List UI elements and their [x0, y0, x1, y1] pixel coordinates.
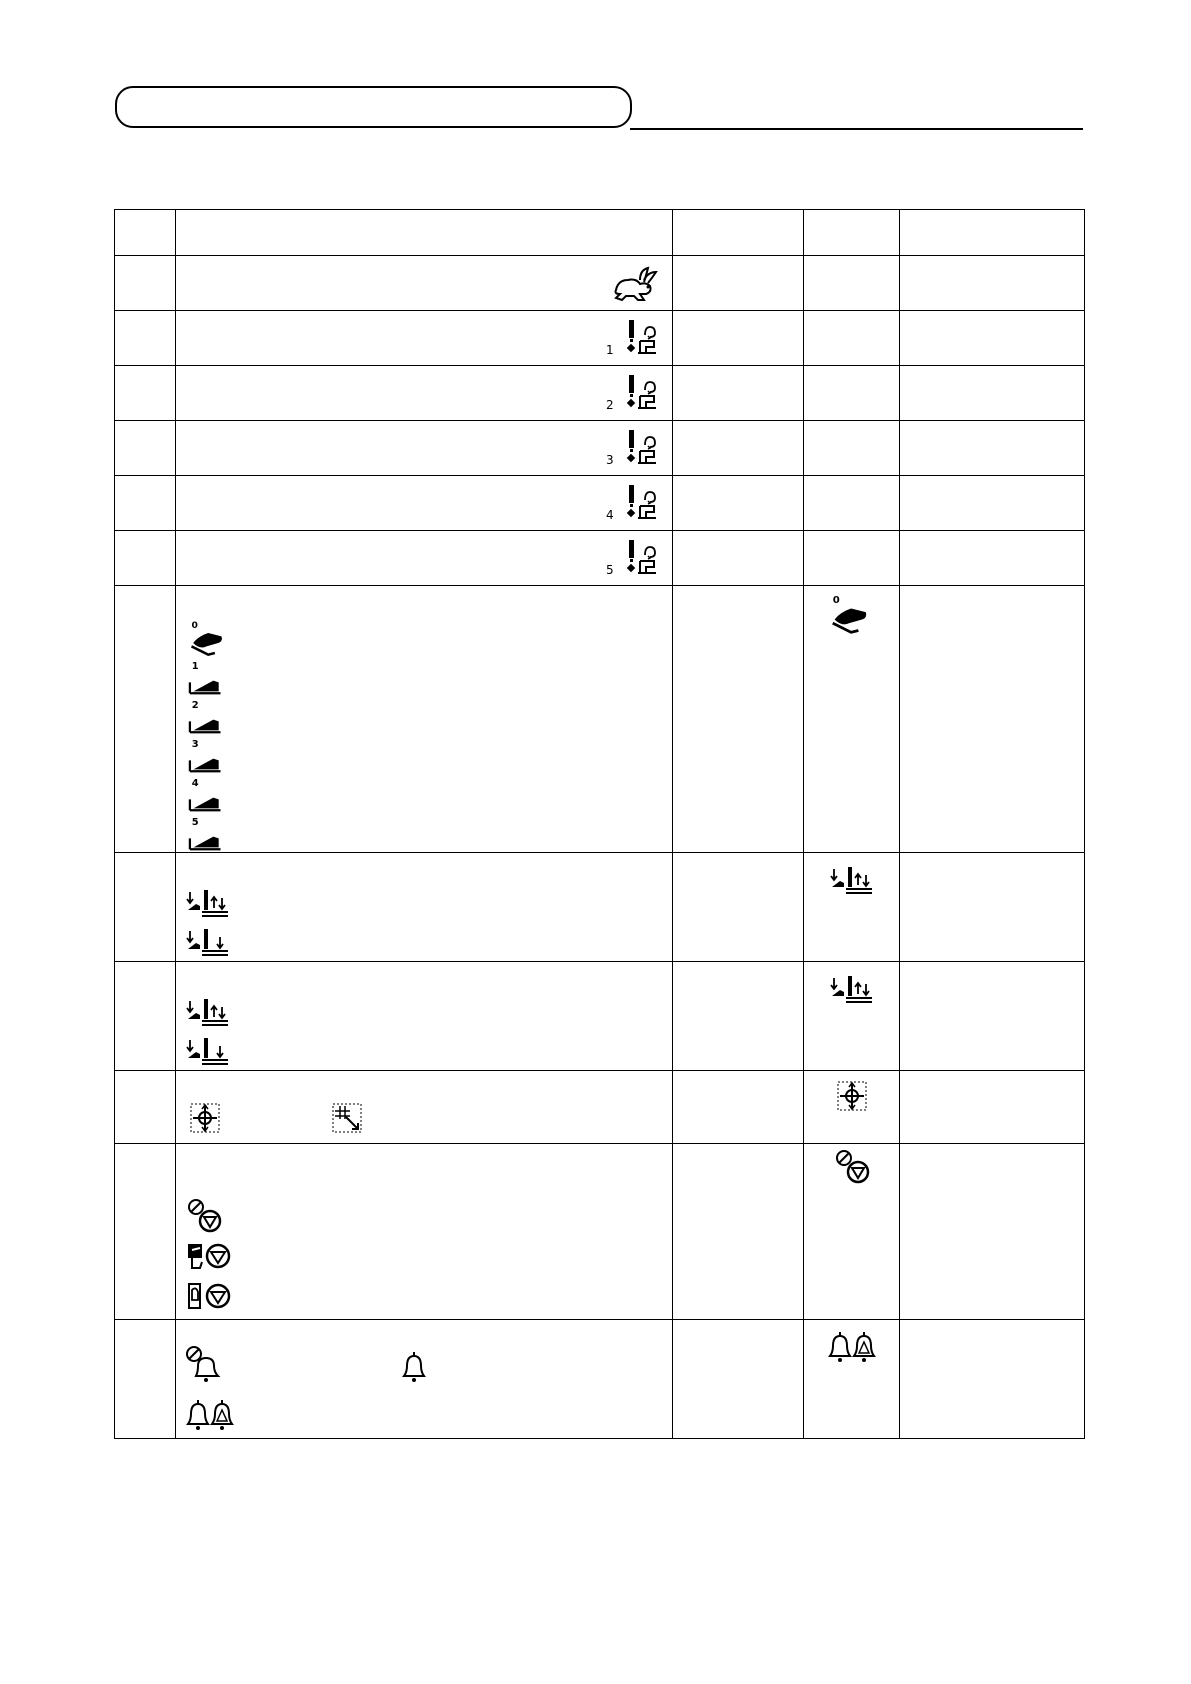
- row-no: [115, 366, 176, 421]
- row-default: [804, 311, 900, 366]
- option-list: [190, 1103, 362, 1133]
- row-no: [115, 1320, 176, 1439]
- row-range: [673, 256, 804, 311]
- option-presser-double[interactable]: [186, 883, 672, 922]
- row-description-cell: [176, 853, 673, 962]
- table-row[interactable]: [115, 1320, 1085, 1439]
- icon-digit: 3: [606, 453, 614, 467]
- row-no: [115, 256, 176, 311]
- table-row[interactable]: [115, 366, 1085, 421]
- row-description-cell: [176, 256, 673, 311]
- row-default: [804, 476, 900, 531]
- option-panel-stop[interactable]: [186, 1236, 672, 1276]
- row-no: [115, 1144, 176, 1320]
- option-bell-alarm[interactable]: [186, 1400, 234, 1435]
- option-pedal-2[interactable]: [186, 696, 672, 735]
- row-description-cell: [176, 311, 673, 366]
- table-row[interactable]: [115, 256, 1085, 311]
- pedal-off-icon: [186, 618, 232, 658]
- row-remarks: [900, 1320, 1085, 1439]
- icon-digit: 1: [606, 343, 614, 357]
- header-range: [673, 210, 804, 256]
- option-bell-off[interactable]: [186, 1346, 226, 1389]
- header-default: [804, 210, 900, 256]
- row-remarks: [900, 421, 1085, 476]
- icon-digit: 2: [606, 398, 614, 412]
- bell-alarm-icon: [828, 1332, 876, 1364]
- row-remarks: [900, 962, 1085, 1071]
- needle-machine-icon: [604, 374, 660, 412]
- table-row[interactable]: [115, 476, 1085, 531]
- option-pedal-4[interactable]: [186, 774, 672, 813]
- row-remarks: [900, 1144, 1085, 1320]
- row-range: [673, 962, 804, 1071]
- option-presser-single[interactable]: [186, 1031, 672, 1070]
- svg-text:5: 5: [191, 816, 199, 828]
- table-row[interactable]: [115, 1144, 1085, 1320]
- pedal-step-icon: [186, 698, 228, 734]
- row-default-cell: [804, 1144, 900, 1320]
- parameter-table: [114, 209, 1085, 1439]
- rabbit-icon: [610, 266, 660, 304]
- grid-pointer-icon[interactable]: [332, 1103, 362, 1133]
- row-range: [673, 1320, 804, 1439]
- row-remarks: [900, 531, 1085, 586]
- option-no-stop[interactable]: [186, 1196, 672, 1236]
- table-row[interactable]: [115, 531, 1085, 586]
- table-row[interactable]: [115, 962, 1085, 1071]
- row-no: [115, 476, 176, 531]
- presser-up-down-double-icon: [830, 865, 874, 895]
- row-range: [673, 1144, 804, 1320]
- row-default-cell: [804, 1320, 900, 1439]
- row-description-cell: [176, 1144, 673, 1320]
- row-default: [804, 366, 900, 421]
- row-description-cell: [176, 962, 673, 1071]
- title-underline: [630, 128, 1083, 130]
- option-list: [176, 1144, 672, 1316]
- origin-cross-icon: [837, 1081, 867, 1111]
- row-description-cell: [176, 476, 673, 531]
- presser-up-down-double-icon: [186, 997, 230, 1027]
- panel-stop-icon: [186, 1240, 232, 1272]
- option-list: [176, 853, 672, 961]
- hand-stop-icon: [186, 1280, 232, 1312]
- table-row[interactable]: [115, 311, 1085, 366]
- no-stop-icon: [186, 1199, 222, 1233]
- row-description-cell: [176, 586, 673, 853]
- row-range: [673, 586, 804, 853]
- svg-text:1: 1: [191, 660, 199, 672]
- icon-digit: 5: [606, 563, 614, 577]
- option-presser-single[interactable]: [186, 922, 672, 961]
- needle-machine-icon: [604, 484, 660, 522]
- table-header-row: [115, 210, 1085, 256]
- option-pedal-5[interactable]: [186, 813, 672, 852]
- svg-text:2: 2: [191, 699, 199, 711]
- row-range: [673, 476, 804, 531]
- row-remarks: [900, 366, 1085, 421]
- option-list: [176, 586, 672, 852]
- row-default-cell: [804, 853, 900, 962]
- row-no: [115, 421, 176, 476]
- row-description-cell: [176, 1320, 673, 1439]
- option-pedal-0[interactable]: [186, 618, 672, 657]
- svg-text:0: 0: [832, 595, 840, 606]
- row-default: [804, 256, 900, 311]
- row-remarks: [900, 476, 1085, 531]
- table-row[interactable]: [115, 853, 1085, 962]
- no-stop-icon: [834, 1150, 870, 1184]
- row-no: [115, 531, 176, 586]
- option-presser-double[interactable]: [186, 992, 672, 1031]
- row-remarks: [900, 311, 1085, 366]
- svg-text:4: 4: [191, 777, 199, 789]
- pedal-step-icon: [186, 815, 228, 851]
- row-no: [115, 1071, 176, 1144]
- presser-up-down-double-icon: [830, 974, 874, 1004]
- presser-up-down-double-icon: [186, 888, 230, 918]
- row-remarks: [900, 853, 1085, 962]
- needle-machine-icon: [604, 539, 660, 577]
- bell-icon: [400, 1352, 428, 1384]
- presser-down-single-icon: [186, 927, 230, 957]
- presser-down-single-icon: [186, 1036, 230, 1066]
- pedal-step-icon: [186, 737, 228, 773]
- row-description-cell: [176, 1071, 673, 1144]
- table-row[interactable]: [115, 1071, 1085, 1144]
- row-default-cell: [804, 586, 900, 853]
- needle-machine-icon: [604, 319, 660, 357]
- row-range: [673, 1071, 804, 1144]
- bell-off-icon: [186, 1346, 226, 1386]
- table-row[interactable]: [115, 586, 1085, 853]
- pedal-step-icon: [186, 776, 228, 812]
- table-row[interactable]: [115, 421, 1085, 476]
- row-default-cell: [804, 1071, 900, 1144]
- row-default: [804, 421, 900, 476]
- row-range: [673, 311, 804, 366]
- row-description-cell: [176, 531, 673, 586]
- pedal-step-icon: [186, 659, 228, 695]
- row-default-cell: [804, 962, 900, 1071]
- row-remarks: [900, 256, 1085, 311]
- needle-machine-icon: [604, 429, 660, 467]
- row-range: [673, 366, 804, 421]
- header-no: [115, 210, 176, 256]
- origin-cross-icon[interactable]: [190, 1103, 220, 1133]
- row-no: [115, 586, 176, 853]
- row-default: [804, 531, 900, 586]
- option-pedal-1[interactable]: [186, 657, 672, 696]
- row-description-cell: [176, 421, 673, 476]
- header-remarks: [900, 210, 1085, 256]
- row-description-cell: [176, 366, 673, 421]
- header-item: [176, 210, 673, 256]
- pedal-off-icon: [829, 592, 875, 636]
- option-list: [176, 962, 672, 1070]
- row-no: [115, 853, 176, 962]
- row-range: [673, 853, 804, 962]
- option-pedal-3[interactable]: [186, 735, 672, 774]
- svg-text:0: 0: [191, 619, 198, 631]
- row-range: [673, 531, 804, 586]
- row-remarks: [900, 1071, 1085, 1144]
- icon-digit: 4: [606, 508, 614, 522]
- row-no: [115, 311, 176, 366]
- svg-text:3: 3: [191, 738, 199, 750]
- row-no: [115, 962, 176, 1071]
- option-bell[interactable]: [400, 1352, 428, 1387]
- bell-alarm-icon: [186, 1400, 234, 1432]
- row-remarks: [900, 586, 1085, 853]
- option-hand-stop[interactable]: [186, 1276, 672, 1316]
- row-range: [673, 421, 804, 476]
- section-title-box: [115, 86, 632, 128]
